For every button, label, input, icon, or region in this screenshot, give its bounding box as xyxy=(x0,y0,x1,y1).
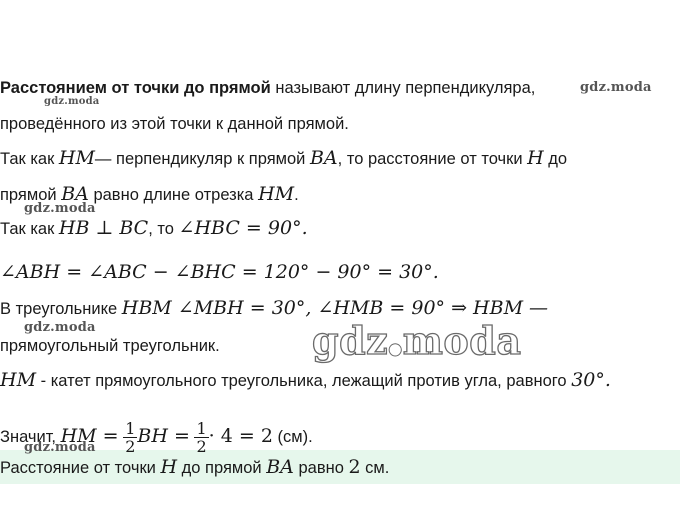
text: до прямой xyxy=(177,459,267,477)
watermark-small-4: gdz.moda xyxy=(24,320,96,335)
text: равно длине отрезка xyxy=(88,186,259,204)
text: см. xyxy=(360,459,390,477)
math: 2 xyxy=(348,456,361,478)
math: BA xyxy=(309,147,338,169)
text: , то xyxy=(148,220,179,238)
numerator: 1 xyxy=(196,419,207,438)
watermark-small-3: gdz.moda xyxy=(24,201,96,216)
denominator: 2 xyxy=(125,437,136,456)
math: BA xyxy=(61,183,89,205)
watermark-small-5: gdz.moda xyxy=(24,440,96,455)
solution-line-3 xyxy=(0,148,567,169)
math: · 4 = 2 xyxy=(208,424,273,447)
text: , то расстояние от точки xyxy=(337,150,528,168)
text: равно xyxy=(293,459,349,477)
text: Значит, xyxy=(0,427,61,446)
denominator: 2 xyxy=(196,437,207,456)
definition-term: Расстоянием от точки до прямой xyxy=(0,79,271,97)
definition-line-2 xyxy=(0,114,349,134)
text: прямой xyxy=(0,186,62,204)
text: (см). xyxy=(272,427,313,446)
math: HM xyxy=(58,147,95,169)
math: HM xyxy=(0,369,37,391)
math: BA xyxy=(266,456,294,478)
solution-line-9 xyxy=(0,370,611,391)
watermark-dot: ● xyxy=(388,339,403,358)
math: BH = xyxy=(137,424,190,447)
text: . xyxy=(294,186,299,204)
text: Так как xyxy=(0,220,59,238)
solution-line-5 xyxy=(0,218,308,239)
math: HB ⊥ BC xyxy=(58,217,149,239)
text: - катет прямоугольного треугольника, лежащий против угла, равного xyxy=(36,372,572,390)
fraction-half xyxy=(123,420,137,455)
text: В треугольнике xyxy=(0,300,122,318)
solution-line-7 xyxy=(0,298,548,319)
watermark-text: gdz xyxy=(312,318,389,363)
text: Так как xyxy=(0,150,59,168)
solution-line-8 xyxy=(0,336,220,356)
definition-text-2: проведённого из этой точки к данной прямой. xyxy=(0,115,349,133)
text: Расстояние от точки xyxy=(0,459,161,477)
math: HBM ∠MBH = 30°, ∠HMB = 90° ⇒ HBM — xyxy=(121,297,549,319)
text: прямоугольный треугольник. xyxy=(0,337,220,355)
answer-line xyxy=(0,457,389,478)
math: ∠HBC = 90°. xyxy=(178,217,308,239)
watermark-big xyxy=(312,318,521,363)
watermark-text: moda xyxy=(402,318,522,363)
math: ∠ABH = ∠ABC − ∠BHC = 120° − 90° = 30°. xyxy=(0,261,439,283)
text: — перпендикуляр к прямой xyxy=(94,150,310,168)
text: до xyxy=(543,150,568,168)
fraction-half-2 xyxy=(194,420,208,455)
definition-text: называют длину перпендикуляра, xyxy=(270,79,536,97)
math: 30°. xyxy=(571,369,611,391)
math: HM xyxy=(258,183,295,205)
watermark-small-1: gdz.moda xyxy=(580,80,652,95)
solution-line-6 xyxy=(0,262,439,283)
watermark-small-2: gdz.moda xyxy=(44,96,100,107)
math: HM = xyxy=(60,424,119,447)
definition-line-1 xyxy=(0,78,535,98)
math: H xyxy=(160,456,178,478)
numerator: 1 xyxy=(125,419,136,438)
math: H xyxy=(527,147,544,169)
